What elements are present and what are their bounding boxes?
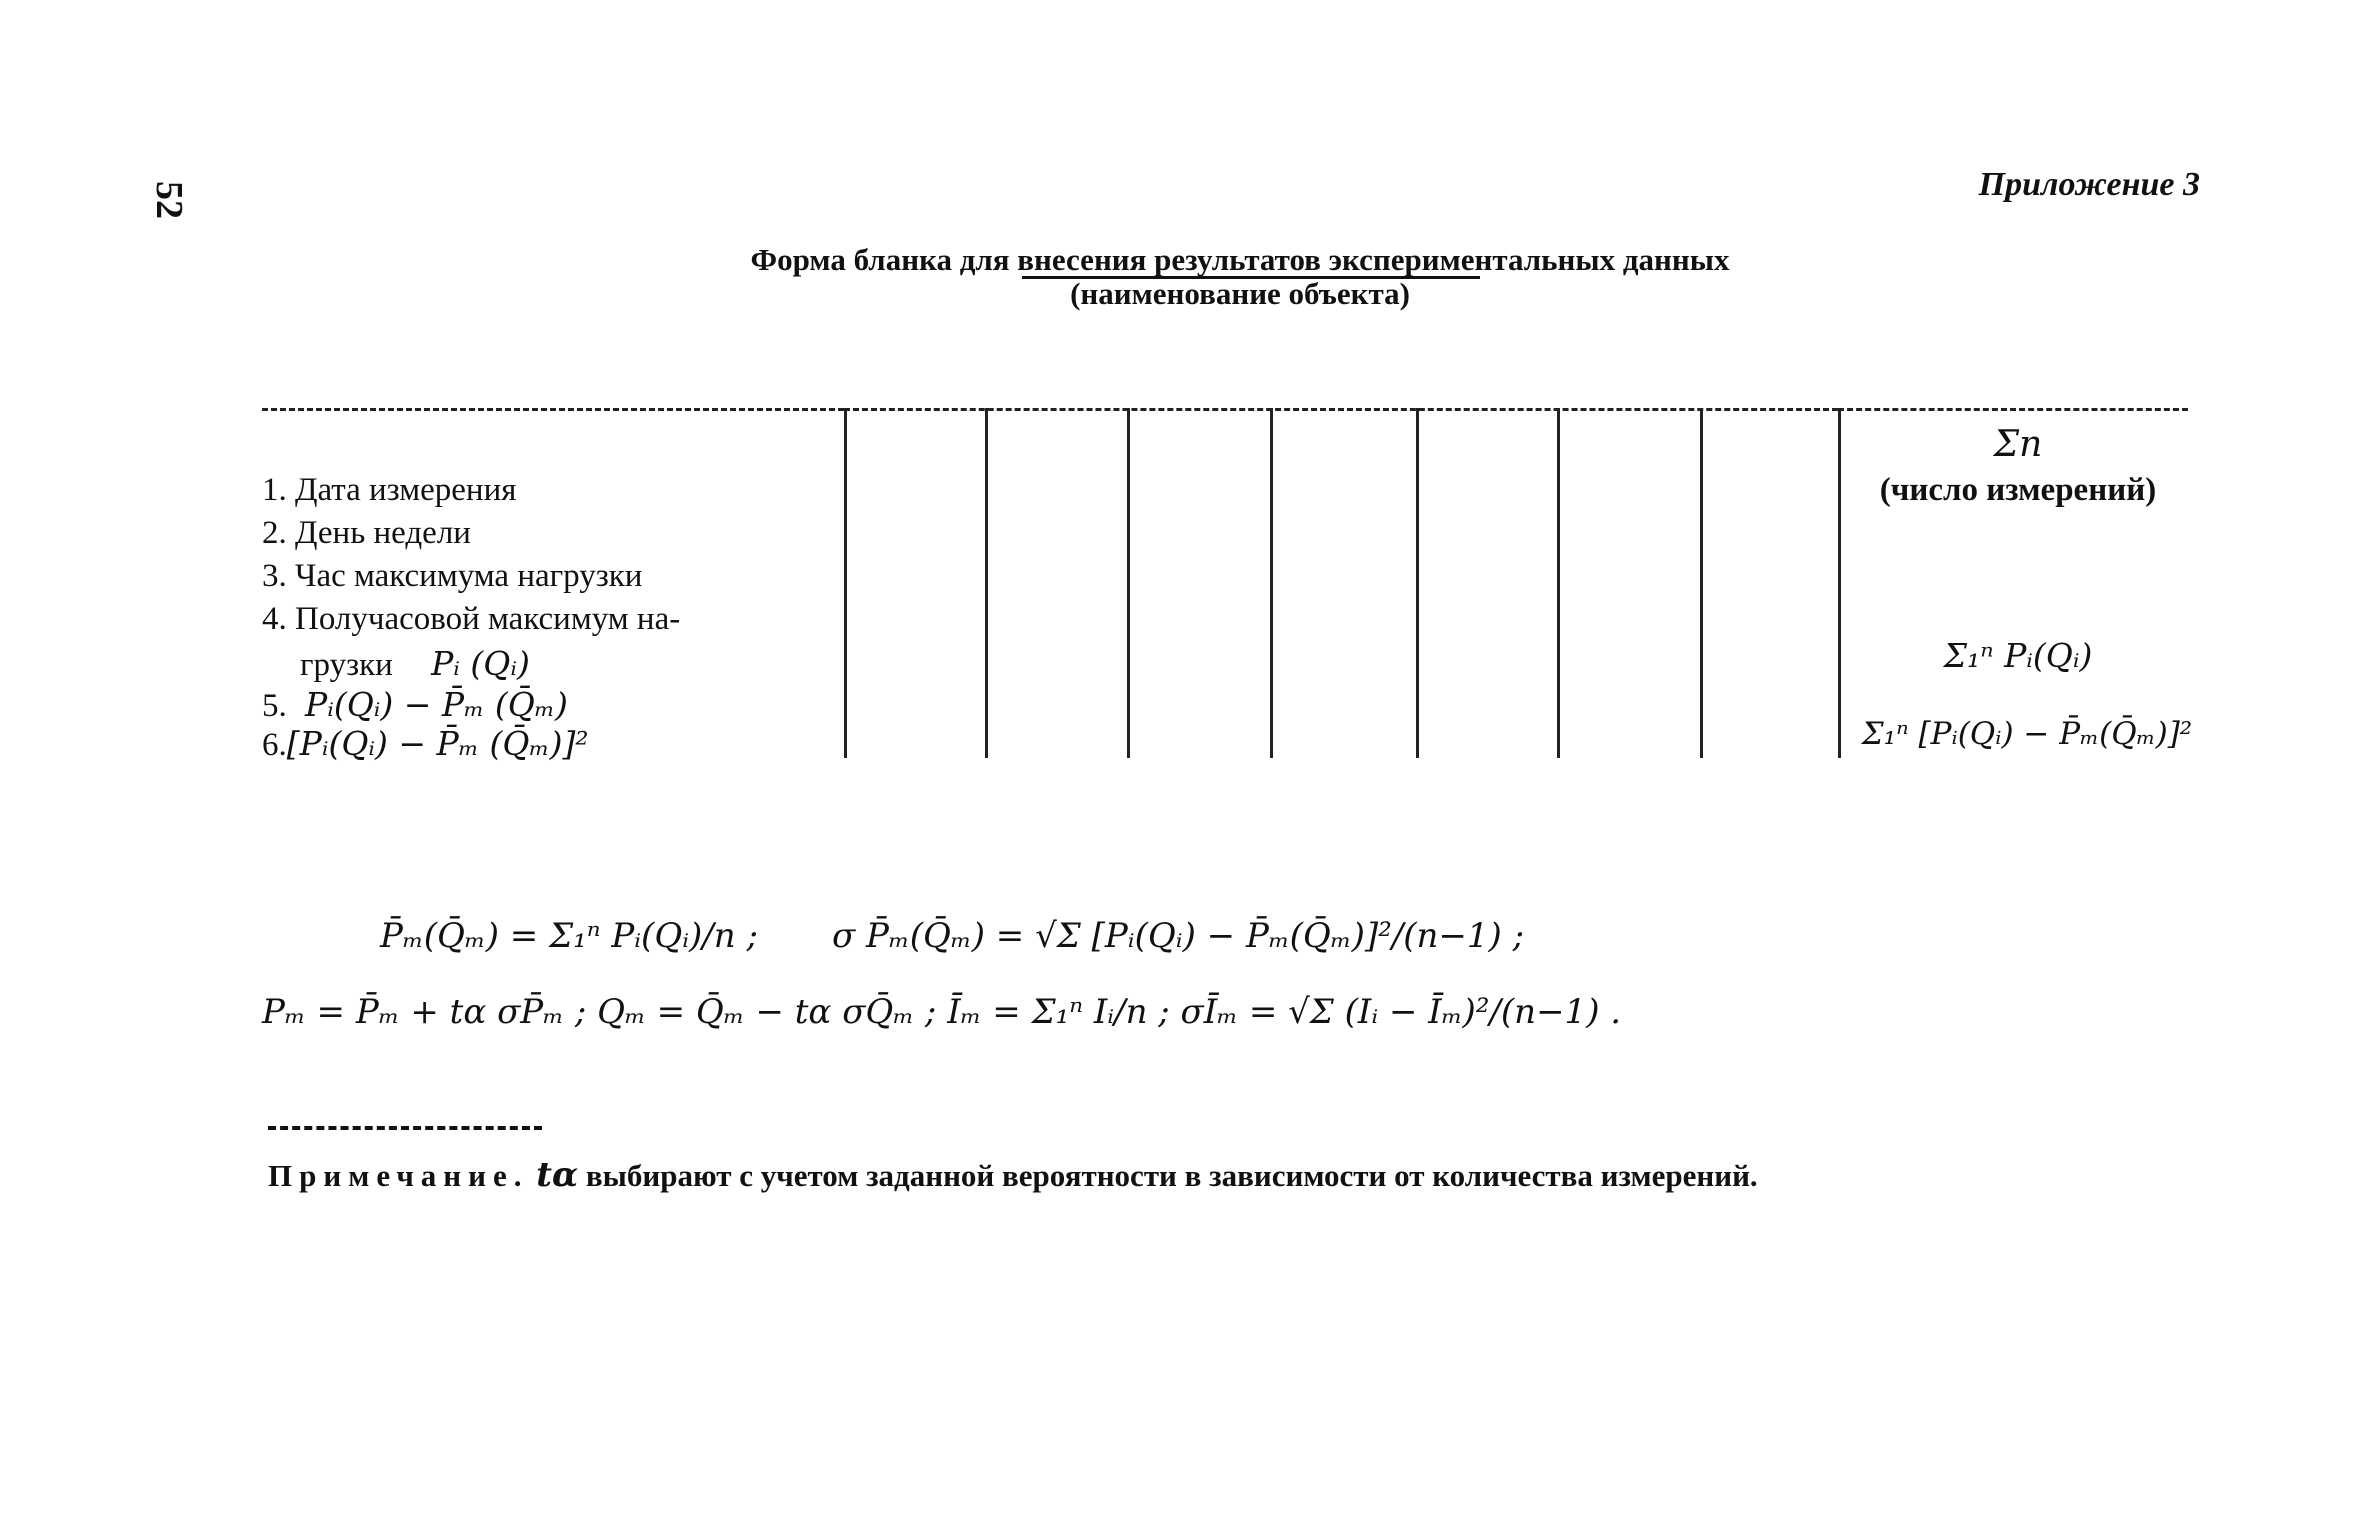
note-separator xyxy=(268,1126,542,1130)
table-top-dash-left xyxy=(262,408,844,411)
row-deviation-number: 5. xyxy=(262,688,287,724)
row-date-label: 1. Дата измерения xyxy=(262,472,517,508)
sum-n-header: Σn xyxy=(1993,424,2043,465)
appendix-label: Приложение 3 xyxy=(1978,166,2200,203)
table-top-dash-right xyxy=(1838,408,2188,411)
sum-p-formula: Σ₁ⁿ Pᵢ(Qᵢ) xyxy=(1943,636,2093,675)
table-top-dash-middle xyxy=(844,408,1838,411)
row-peak-hour-label: 3. Час максимума нагрузки xyxy=(262,558,643,594)
note-symbol: tα xyxy=(536,1155,579,1195)
page-number: 52 xyxy=(148,181,190,219)
note-prefix: Примечание. xyxy=(268,1158,529,1193)
form-title: Форма бланка для внесения результатов экспериментальных данных xyxy=(750,242,1730,277)
measurement-count-label: (число измерений) xyxy=(1879,472,2157,508)
mean-load-formula: P̄ₘ(Q̄ₘ) = Σ₁ⁿ Pᵢ(Qᵢ)/n ; xyxy=(380,916,758,956)
column-divider xyxy=(1557,408,1560,758)
std-deviation-formula: σ P̄ₘ(Q̄ₘ) = √Σ [Pᵢ(Qᵢ) − P̄ₘ(Q̄ₘ)]²/(n−1) ; xyxy=(832,916,1525,956)
column-divider xyxy=(1416,408,1419,758)
row-halfhour-max-label: 4. Получасовой максимум на- xyxy=(262,601,681,637)
column-divider xyxy=(1270,408,1273,758)
row-squared-number: 6. xyxy=(262,727,287,763)
calculated-values-formula: Pₘ = P̄ₘ + tα σP̄ₘ ; Qₘ = Q̄ₘ − tα σQ̄ₘ ; Īₘ = Σ₁ⁿ Iᵢ/n ; σĪₘ = √Σ (Iᵢ − Īₘ)²/(n−1) . xyxy=(262,992,1622,1032)
note xyxy=(268,1155,1758,1195)
row-load-formula: Pᵢ (Qᵢ) xyxy=(431,644,530,683)
column-divider xyxy=(985,408,988,758)
row-weekday-label: 2. День недели xyxy=(262,515,471,551)
row-load-label xyxy=(300,644,530,684)
row-deviation-formula: Pᵢ(Qᵢ) − P̄ₘ (Q̄ₘ) xyxy=(305,685,568,724)
row-deviation-label xyxy=(262,685,568,725)
object-name: (наименование объекта) xyxy=(1070,276,1410,311)
sum-squared-formula: Σ₁ⁿ [Pᵢ(Qᵢ) − P̄ₘ(Q̄ₘ)]² xyxy=(1861,716,2193,752)
column-divider xyxy=(844,408,847,758)
column-divider xyxy=(1700,408,1703,758)
row-squared-formula: [Pᵢ(Qᵢ) − P̄ₘ (Q̄ₘ)]² xyxy=(286,724,589,763)
row-squared-deviation-label xyxy=(262,724,589,764)
column-divider xyxy=(1127,408,1130,758)
row-load-text: грузки xyxy=(300,647,393,683)
note-text: выбирают с учетом заданной вероятности в зависимости от количества измерений. xyxy=(585,1158,1758,1193)
